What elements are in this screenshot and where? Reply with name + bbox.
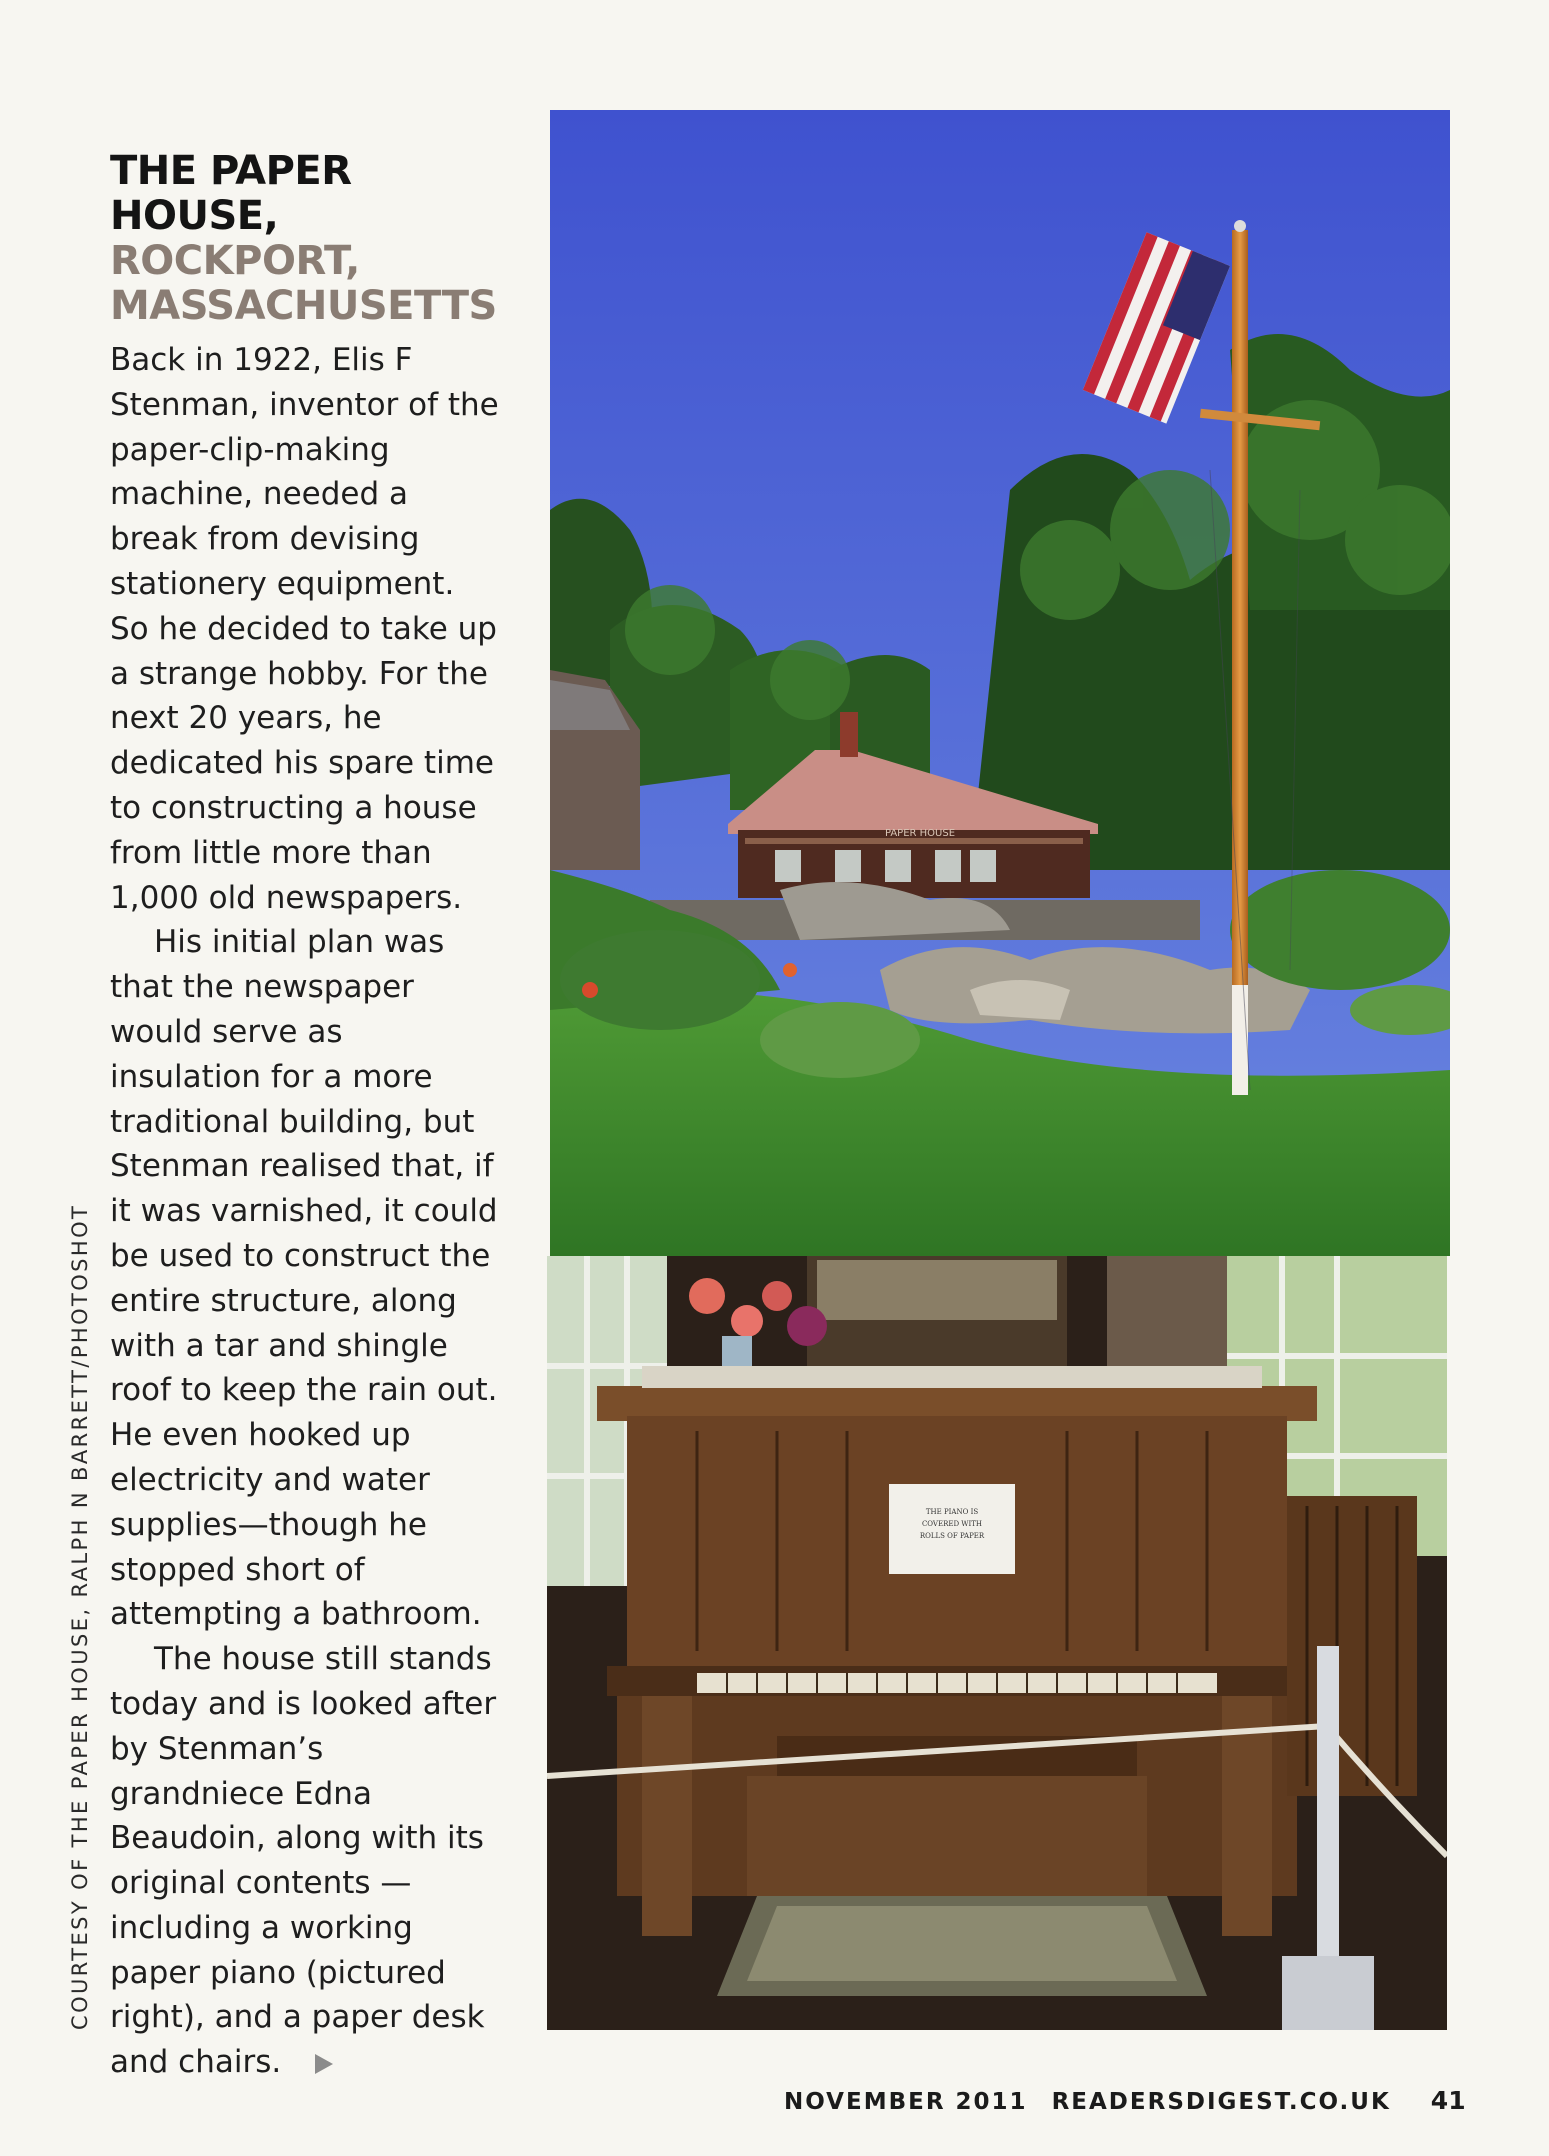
paragraph-3 [110, 1637, 500, 2085]
article-body [110, 338, 500, 2085]
paper-piano-photo [547, 1256, 1447, 2030]
piano-card-line-1: THE PIANO IS [925, 1508, 979, 1516]
house-sign: PAPER HOUSE [884, 828, 956, 839]
title-line-1: THE PAPER [110, 147, 352, 194]
paragraph-1: Back in 1922, Elis F Stenman, inventor of the paper-clip-making machine, needed a break from devising stationery equipment. So he decided to take up a strange hobby. For the next 20 years, he dedicated his spare time to constructing a house from little more than 1,000 old newspapers. [110, 342, 499, 916]
article-title [110, 149, 510, 329]
photo-credit: COURTESY OF THE PAPER HOUSE, RALPH N BARRETT/PHOTOSHOT [68, 1203, 92, 2030]
page-footer [784, 2086, 1466, 2115]
title-location-line-2: MASSACHUSETTS [110, 282, 497, 329]
paragraph-3-text: The house still stands today and is looked after by Stenman’s grandniece Edna Beaudoin, along with its original contents —including a working paper piano (pictured right), and a paper desk and chairs. [110, 1641, 497, 2081]
continue-arrow-icon [315, 2054, 333, 2074]
page-number: 41 [1430, 2086, 1466, 2115]
house-exterior-image [550, 110, 1450, 1256]
issue-date: NOVEMBER 2011 [784, 2089, 1028, 2115]
piano-card-line-2: COVERED WITH [921, 1520, 983, 1528]
piano-image [547, 1256, 1447, 2030]
piano-card-line-3: ROLLS OF PAPER [919, 1532, 985, 1540]
title-line-2: HOUSE, [110, 192, 279, 239]
paper-house-photo [550, 110, 1450, 1256]
title-location-line-1: ROCKPORT, [110, 237, 360, 284]
website: READERSDIGEST.CO.UK [1051, 2089, 1391, 2115]
paragraph-2: His initial plan was that the newspaper would serve as insulation for a more traditional building, but Stenman realised that, if it was varnished, it could be used to construct the entire structure, along with a tar and shingle roof to keep the rain out. He even hooked up electricity and water supplies—though he stopped short of attempting a bathroom. [110, 924, 498, 1633]
